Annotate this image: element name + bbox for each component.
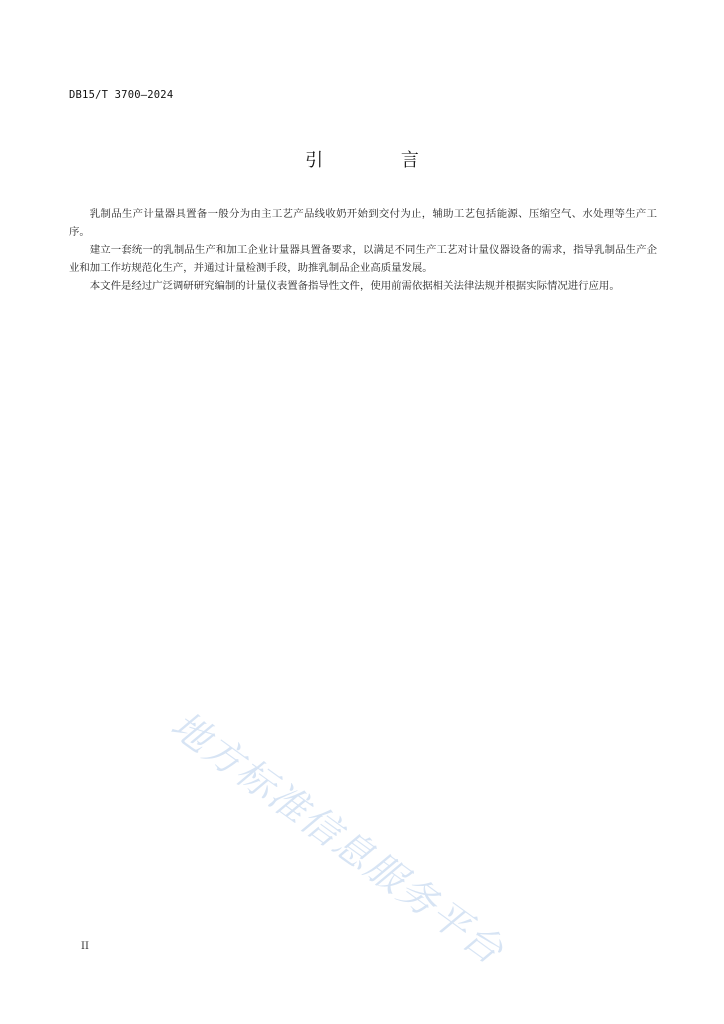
document-code: DB15/T 3700—2024 (69, 89, 174, 101)
watermark-text: 地方标准信息服务平台 (163, 702, 513, 974)
paragraph-3: 本文件是经过广泛调研研究编制的计量仪表置备指导性文件，使用前需依据相关法律法规并根据实际情况进行应用。 (89, 280, 620, 292)
paragraph-2: 建立一套统一的乳制品生产和加工企业计量器具置备要求，以满足不同生产工艺对计量仪器设备的需求，指导乳制品生产企业和加工作坊规范化生产，并通过计量检测手段，助推乳制品企业高质量发展。 (69, 244, 657, 274)
page-number: II (81, 941, 89, 952)
paragraph-1: 乳制品生产计量器具置备一般分为由主工艺产品线收奶开始到交付为止，辅助工艺包括能源、压缩空气、水处理等生产工序。 (69, 208, 657, 238)
section-title: 引 言 (305, 150, 455, 171)
section-body (69, 205, 657, 295)
